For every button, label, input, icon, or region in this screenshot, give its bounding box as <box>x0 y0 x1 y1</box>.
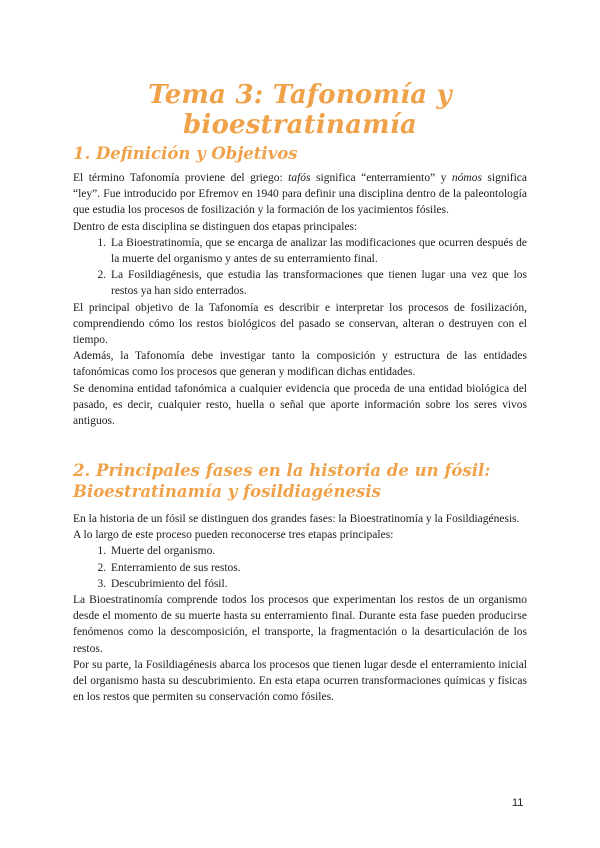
section-2 <box>73 460 527 502</box>
section-1-paragraph-2: Dentro de esta disciplina se distinguen dos etapas principales: <box>73 220 358 233</box>
section-1-paragraph-3: El principal objetivo de la Tafonomía es describir e interpretar los procesos de fosilización, comprendiendo cómo los restos biológicos del pasado se conservan, alteran o destruyen con el tiempo. <box>73 301 527 347</box>
section-2-paragraph-3: La Bioestratinomía comprende todos los procesos que experimentan los restos de un organismo desde el momento de su muerte hasta su enterramiento final. Durante esta fase pueden producirse fenómenos como la descomposición, el transporte, la fragmentación o la desarticulación de los restos. <box>73 594 527 655</box>
section-2-body <box>73 511 527 705</box>
section-1-heading: 1. Definición y Objetivos <box>73 144 298 163</box>
section-2-paragraph-1: En la historia de un fósil se distinguen dos grandes fases: la Bioestratinomía y la Fosildiagénesis. <box>73 513 520 525</box>
list-item: 3. Descubrimiento del fósil. <box>109 576 527 592</box>
section-1-body <box>73 170 527 429</box>
page-number: 11 <box>512 797 524 809</box>
section-1-paragraph-4: Además, la Tafonomía debe investigar tanto la composición y estructura de las entidades tafonómicas como los procesos que generan y modifican dichas entidades. <box>73 350 527 379</box>
text-run: El término Tafonomía proviene del griego: <box>73 172 289 184</box>
text-run: significa “ley”. Fue introducido por Efremov en 1940 para definir una disciplina dentro de la paleontología que estudia los procesos de fosilización y la formación de los yacimientos fósiles. <box>73 172 527 217</box>
list-item: 1. La Bioestratinomía, que se encarga de analizar las modificaciones que ocurren después de la muerte del organismo y antes de su enterramiento final. <box>109 235 527 267</box>
list-item: 2. Enterramiento de sus restos. <box>109 560 527 576</box>
section-1-paragraph-1 <box>73 170 527 219</box>
term-nomos: nómos <box>451 172 482 184</box>
list-item: 2. La Fosildiagénesis, que estudia las transformaciones que tienen lugar una vez que los restos ya han sido enterrados. <box>109 267 527 299</box>
section-2-paragraph-4: Por su parte, la Fosildiagénesis abarca los procesos que tienen lugar desde el enterramiento inicial del organismo hasta su descubrimiento. En esta etapa ocurren transformaciones químicas y físicas en los restos que permiten su conservación como fósiles. <box>73 658 527 704</box>
page-title: Tema 3: Tafonomía y bioestratinamía <box>148 80 452 140</box>
section-2-heading: 2. Principales fases en la historia de un fósil: Bioestratinamía y fosildiagénesis <box>73 461 491 501</box>
term-tafos: tafós <box>288 172 311 184</box>
text-run: significa “enterramiento” y <box>310 172 452 184</box>
section-1 <box>73 143 527 164</box>
list-item: 1. Muerte del organismo. <box>109 543 527 559</box>
section-2-paragraph-2: A lo largo de este proceso pueden reconocerse tres etapas principales: <box>73 529 394 542</box>
section-1-stage-list <box>73 235 527 300</box>
section-1-paragraph-5: Se denomina entidad tafonómica a cualquier evidencia que proceda de una entidad biológica del pasado, es decir, cualquier resto, huella o señal que aporte información sobre los seres vivos antiguos. <box>73 382 527 428</box>
section-2-stage-list <box>73 543 527 592</box>
